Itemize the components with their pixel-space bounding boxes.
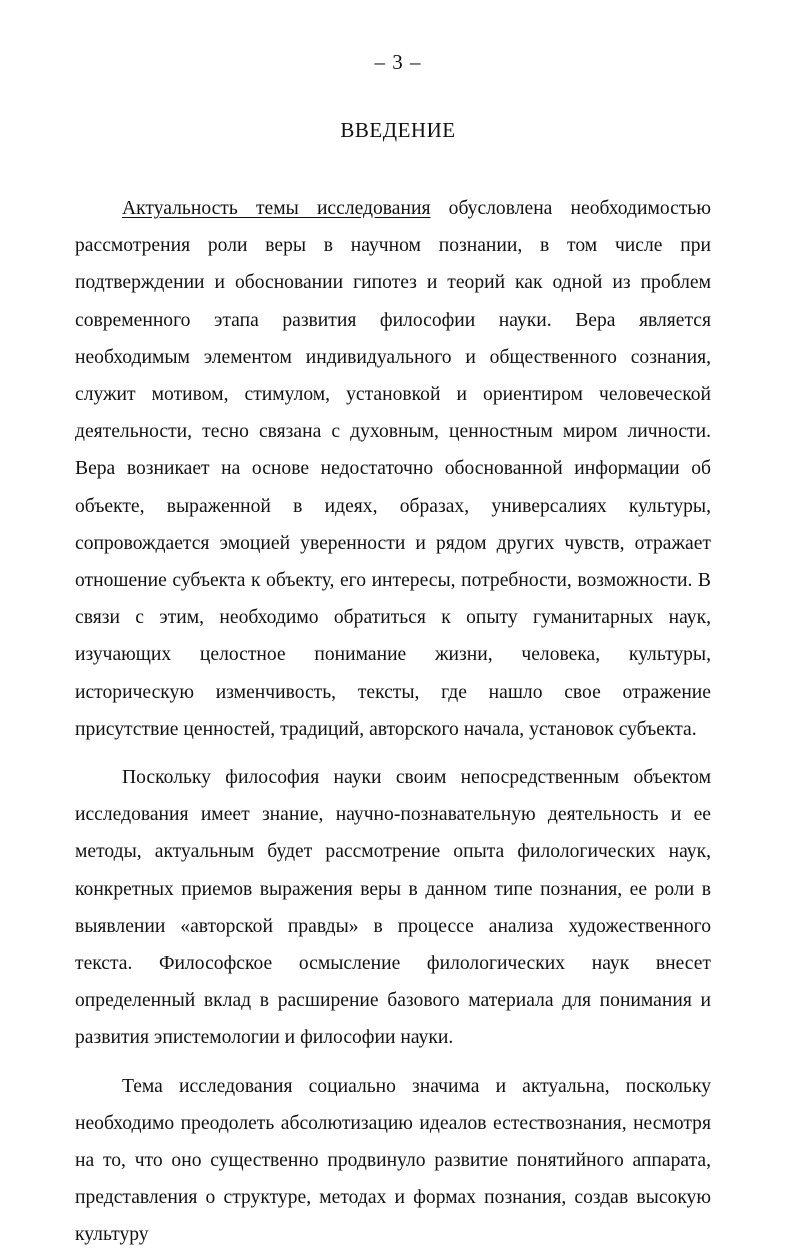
paragraph-2: Поскольку философия науки своим непосредственным объектом исследования имеет знание, научно-познавательную деятельность и ее методы, актуальным будет рассмотрение опыта филологических наук, конкретных приемов выражения веры в данном типе познания, ее роли в выявлении «авторской правды» в процессе анализа художественного текста. Философское осмысление филологических наук внесет определенный вклад в расширение базового материала для понимания и развития эпистемологии и философии науки. (75, 767, 711, 1049)
paragraph-3: Тема исследования социально значима и актуальна, поскольку необходимо преодолеть абсолютизацию идеалов естествознания, несмотря на то, что оно существенно продвинуло развитие понятийного аппарата, представления о структуре, методах и формах познания, создав высокую культуру (75, 1075, 711, 1246)
body-text (75, 190, 711, 1254)
underlined-lead-phrase: Актуальность темы исследования (122, 198, 431, 219)
paragraph-1-text: обусловлена необходимостью рассмотрения роли веры в научном познании, в том числе при подтверждении и обосновании гипотез и теорий как одной из проблем современного этапа развития философии науки. Вера является необходимым элементом индивидуального и общественного сознания, служит мотивом, стимулом, установкой и ориентиром человеческой деятельности, тесно связана с духовным, ценностным миром личности. Вера возникает на основе недостаточно обоснованной информации об объекте, выраженной в идеях, образах, универсалиях культуры, сопровождается эмоцией уверенности и рядом других чувств, отражает отношение субъекта к объекту, его интересы, потребности, возможности. В связи с этим, необходимо обратиться к опыту гуманитарных наук, изучающих целостное понимание жизни, человека, культуры, историческую изменчивость, тексты, где нашло свое отражение присутствие ценностей, традиций, авторского начала, установок субъекта. (75, 198, 711, 740)
paragraph-1 (75, 190, 711, 748)
page-number: – 3 – (374, 50, 422, 74)
section-heading: ВВЕДЕНИЕ (340, 118, 456, 142)
